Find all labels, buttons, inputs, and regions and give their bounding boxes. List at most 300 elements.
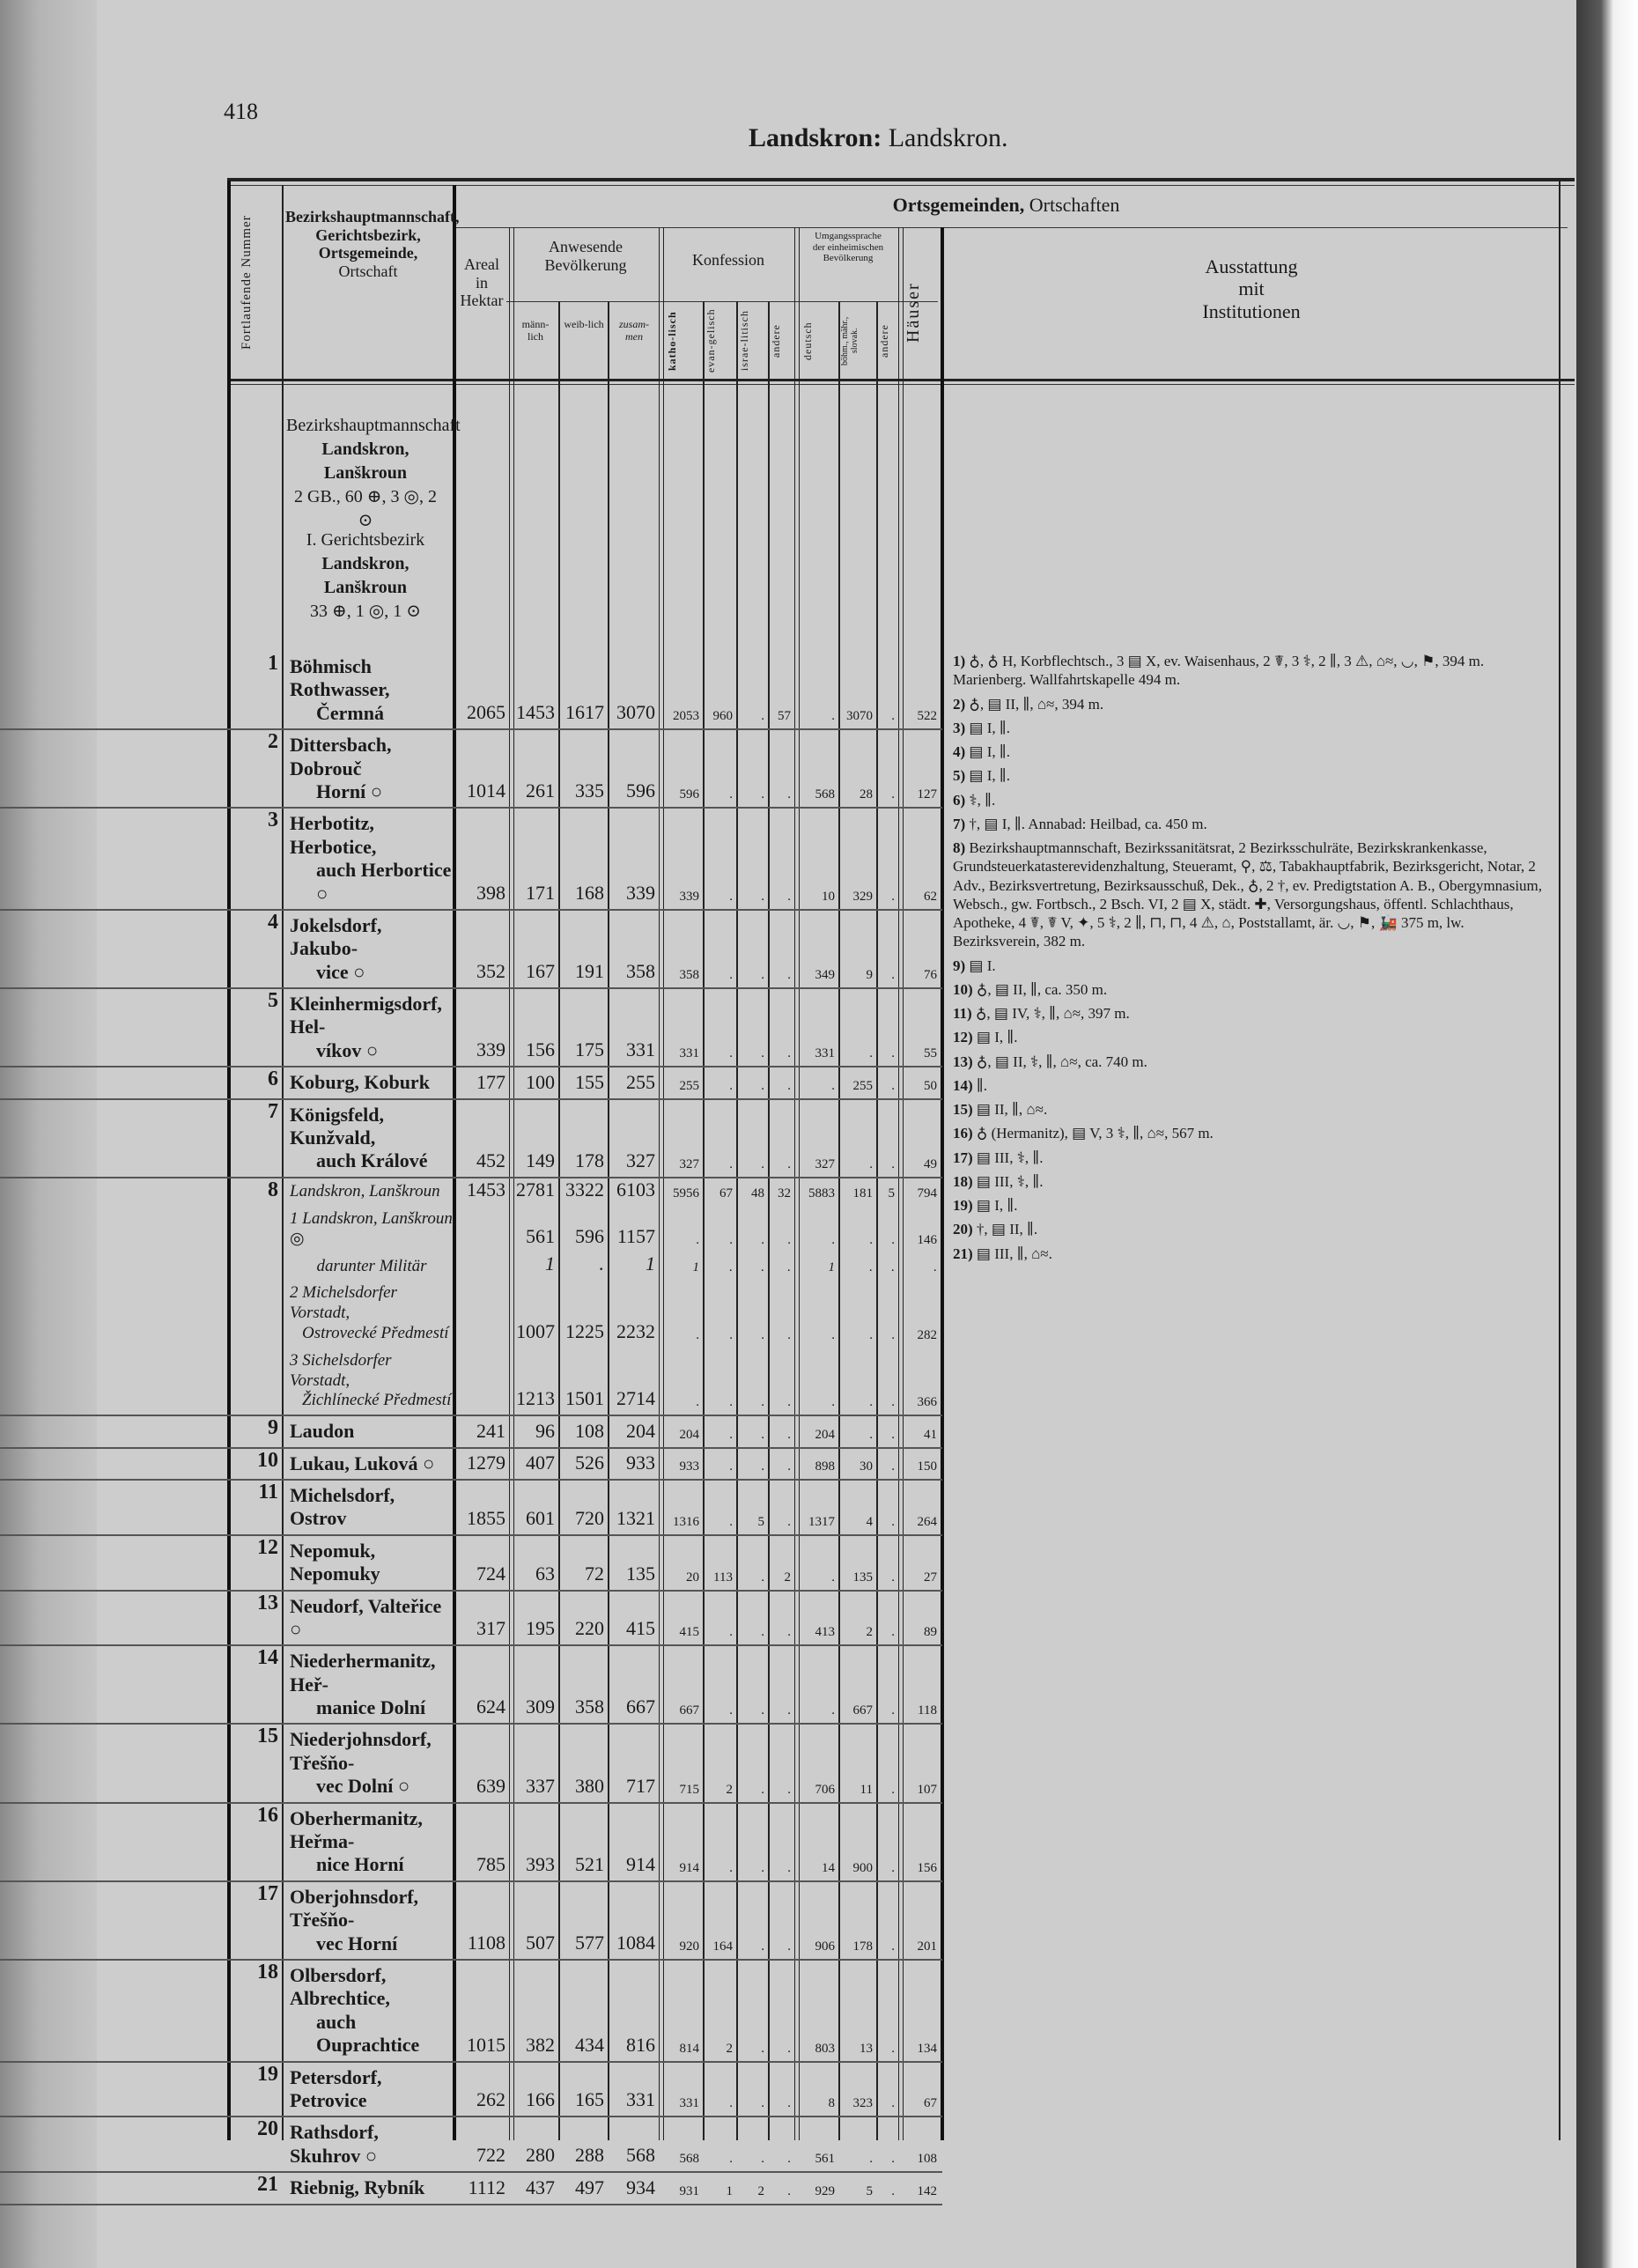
subplace-row [0,1280,942,1347]
cell-lo: . [891,1625,895,1640]
cell-kath: . [696,1327,699,1342]
place-name [286,911,454,987]
header-houses: Häuser [904,282,923,344]
row-number: 18 [257,1961,278,1984]
cell-m: 171 [526,881,555,904]
header-confession: Konfession [692,251,764,269]
cell-and: . [787,1156,791,1171]
cell-w: 434 [575,2033,604,2056]
header-population-l2: Bevölkerung [544,255,627,274]
cell-de: . [831,709,835,724]
name-line2: Žichlínecké Předmestí [302,1391,452,1410]
cell-w: 526 [575,1451,604,1474]
cell-lo: . [891,787,895,802]
cell-m: 280 [526,2144,555,2167]
cell-isr: 2 [757,2183,764,2198]
cell-w: 497 [575,2176,604,2198]
cell-m: 63 [535,1562,555,1585]
cell-and: . [787,1514,791,1529]
name-line1: 2 Michelsdorfer Vorstadt, [290,1283,397,1323]
note-text: ♁, ▤ II, ∥, ca. 350 m. [976,980,1108,998]
cell-evan: . [729,787,733,802]
table-row [0,1592,942,1647]
cell-areal: 639 [476,1774,505,1797]
row-number: 5 [268,989,278,1013]
name-line2: vec Horní [316,1932,398,1954]
row-number: 21 [257,2173,278,2197]
cell-z: 204 [626,1419,655,1442]
note-label: 10) [953,980,973,998]
cell-lo: . [891,1939,895,1954]
cell-h: 55 [924,1046,937,1061]
court-district-line2: Landskron, Lanškroun [321,554,410,597]
cell-m: 167 [526,960,555,983]
cell-w: 521 [575,1852,604,1875]
note-label: 11) [953,1005,972,1022]
group-rule [454,227,1568,228]
cell-z: 914 [626,1852,655,1875]
court-district-heading [286,528,445,624]
place-name [286,730,454,807]
cell-cz: 2 [866,1625,873,1640]
cell-cz: . [869,2152,873,2167]
cell-evan: . [729,1860,733,1875]
header-catholic: katho-lisch [666,311,678,371]
cell-de: . [831,1327,835,1342]
cell-de: 349 [815,968,835,983]
table-row [0,652,942,730]
cell-and: . [787,1233,791,1248]
cell-lo: . [891,709,895,724]
cell-isr: . [761,1427,764,1442]
table-row [0,1068,942,1099]
district-line1: Bezirkshauptmannschaft [286,416,461,435]
cell-kath: 596 [679,787,699,802]
cell-de: . [831,1395,835,1410]
cell-cz: . [869,1260,873,1275]
cell-isr: . [761,1625,764,1640]
cell-h: 89 [924,1625,937,1640]
cell-m: 166 [526,2088,555,2111]
name-line2: manice Dolní [316,1696,426,1719]
note-text: ∥. [976,1076,988,1094]
place-name [286,1725,454,1801]
institution-note [944,1124,1552,1142]
cell-lo: . [891,1233,895,1248]
cell-lo: . [891,2183,895,2198]
table-row [0,1100,942,1178]
cell-lo: . [891,1860,895,1875]
cell-z: 3070 [616,701,655,724]
cell-m: 437 [526,2176,555,2198]
cell-areal [454,1410,508,1415]
note-label: 18) [953,1172,973,1190]
cell-w: 380 [575,1774,604,1797]
cell-cz: 667 [852,1703,873,1718]
institutions-notes [944,652,1552,1268]
table-top-rule [227,178,1575,181]
cell-evan: . [729,1459,733,1474]
row-number: 9 [268,1416,278,1440]
name-line1: Nepomuk, Nepomuky [290,1539,380,1585]
institution-note [944,695,1552,713]
cell-h: 146 [917,1233,937,1248]
place-name [286,2173,454,2203]
cell-cz: . [869,1156,873,1171]
cell-de: 561 [815,2152,835,2167]
cell-de: . [831,1078,835,1093]
court-district-line1: I. Gerichtsbezirk [306,530,425,550]
subplace-name [286,1280,454,1347]
header-number: Fortlaufende Nummer [240,215,254,350]
institution-note [944,957,1552,975]
note-label: 3) [953,719,966,736]
cell-areal: 2065 [467,701,505,724]
row-number: 4 [268,910,278,934]
cell-and: . [787,2183,791,2198]
name-line1: Oberjohnsdorf, Třešňo- [290,1885,419,1932]
cell-de: 568 [815,787,835,802]
cell-and: . [787,968,791,983]
cell-de: 898 [815,1459,835,1474]
row-number: 13 [257,1591,278,1614]
institution-note [944,1172,1552,1191]
header-language-l2: der einheimischen [812,241,884,253]
cell-and: . [787,1459,791,1474]
cell-lo: . [891,1703,895,1718]
cell-de: 906 [815,1939,835,1954]
running-head-regular: Landskron. [888,123,1008,152]
cell-w: 175 [575,1038,604,1061]
name-line2: auch Králové [316,1149,428,1172]
note-label: 13) [953,1053,973,1070]
name-line1: Petersdorf, Petrovice [290,2065,382,2111]
cell-lo: . [891,2152,895,2167]
cell-isr: . [761,1046,764,1061]
institution-note [944,719,1552,737]
cell-kath: 20 [686,1570,699,1585]
cell-isr: 5 [757,1514,764,1529]
note-text: ▤ III, ⚕, ∥. [976,1172,1044,1190]
header-areal [456,255,507,310]
name-line1: Dittersbach, Dobrouč [290,734,392,779]
cell-de: 331 [815,1046,835,1061]
place-name [286,1536,454,1590]
cell-and: . [787,1046,791,1061]
header-population-l1: Anwesende [549,238,623,255]
institution-note [944,1196,1552,1215]
header-areal-l3: Hektar [460,292,504,310]
cell-lo: . [891,968,895,983]
place-name [286,1449,454,1479]
place-name [286,809,454,909]
table-row [0,1882,942,1961]
running-head-bold: Landskron: [749,123,882,152]
header-group-regular: Ortschaften [1029,194,1120,216]
institution-note [944,1220,1552,1238]
cell-z: 2232 [616,1319,655,1342]
table-row [0,2063,942,2118]
cell-and: . [787,1939,791,1954]
institution-note [944,980,1552,999]
cell-cz: 135 [852,1570,873,1585]
cell-kath: 204 [679,1427,699,1442]
table-row [0,2117,942,2173]
place-name [286,1416,454,1446]
cell-kath: . [696,1395,699,1410]
row-number: 7 [268,1099,278,1123]
cell-de: 8 [828,2096,835,2111]
cell-kath: 814 [679,2041,699,2056]
subplace-name [286,1206,454,1253]
cell-evan: . [729,1327,733,1342]
cell-z: 358 [626,960,655,983]
cell-evan: . [729,1078,733,1093]
institution-note [944,766,1552,785]
table-row [0,1725,942,1803]
name-line1: Niederhermanitz, Heř- [290,1650,436,1695]
name-line1: Herbotitz, Herbotice, [290,812,377,858]
cell-z: 331 [626,1038,655,1061]
cell-z: 331 [626,2088,655,2111]
cell-cz: 4 [866,1514,873,1529]
header-language [800,231,896,264]
cell-de: 5883 [808,1186,835,1200]
subplace-row [0,1206,942,1253]
cell-and: . [787,2041,791,2056]
cell-de: 413 [815,1625,835,1640]
cell-and: . [787,1782,791,1797]
cell-cz: . [869,1233,873,1248]
header-israelite: israe-litisch [738,310,750,372]
cell-kath: . [696,1233,699,1248]
cell-areal: 241 [476,1419,505,1442]
name-line1: Böhmisch Rothwasser, [290,655,390,701]
cell-evan: 1 [726,2183,733,2198]
table-row [0,1961,942,2063]
cell-areal: 1015 [467,2033,505,2056]
cell-w: 358 [575,1695,604,1718]
header-male: männ-lich [521,318,550,343]
cell-kath: 933 [679,1459,699,1474]
header-other-language: andere [878,324,890,358]
name-line1: Michelsdorf, Ostrov [290,1483,395,1530]
cell-isr: . [761,1078,764,1093]
institution-note [944,838,1552,951]
cell-cz: 9 [866,968,873,983]
table-row [0,1416,942,1448]
cell-cz: 3070 [846,709,873,724]
name-line1: Landskron, Lanškroun [290,1182,440,1201]
name-line1: 3 Sichelsdorfer Vorstadt, [290,1350,392,1390]
cell-cz: 323 [852,2096,873,2111]
subplace-name [286,1253,454,1281]
header-german: deutsch [801,321,814,360]
cell-m: 261 [526,779,555,802]
scan-right-edge [1576,0,1638,2268]
header-areal-l1: Areal [464,255,499,273]
institution-note [944,1245,1552,1263]
row-number: 20 [257,2117,278,2141]
cell-z: 1321 [616,1506,655,1529]
row-number: 16 [257,1803,278,1827]
note-label: 12) [953,1029,973,1046]
cell-isr: . [761,2041,764,2056]
name-line2: Horní ○ [316,779,383,802]
cell-m: 156 [526,1038,555,1061]
cell-evan: . [729,1427,733,1442]
cell-w: 72 [585,1562,604,1585]
cell-areal: 1014 [467,779,505,802]
cell-w: 1225 [565,1319,604,1342]
cell-isr: . [761,1395,764,1410]
name-line2: Čermná [316,701,384,724]
name-line2: nice Horní [316,1853,404,1876]
cell-z: 667 [626,1695,655,1718]
note-label: 17) [953,1149,973,1166]
cell-h: 264 [917,1514,937,1529]
cell-areal: 262 [476,2088,505,2111]
court-district-line3: 33 ⊕, 1 ◎, 1 ⊙ [310,602,421,621]
cell-isr: . [761,1703,764,1718]
cell-and: . [787,2152,791,2167]
place-name [286,1961,454,2061]
name-line2: vice ○ [316,960,365,983]
cell-w: 1617 [565,701,604,724]
row-number: 17 [257,1881,278,1905]
name-line1: Lukau, Luková ○ [290,1452,435,1474]
cell-cz: . [869,1427,873,1442]
note-label: 7) [953,815,966,832]
cell-and: . [787,889,791,904]
cell-evan: . [729,1046,733,1061]
cell-cz: . [869,1327,873,1342]
name-line2: vec Dolní ○ [316,1775,410,1798]
row-number: 1 [268,652,278,675]
cell-m: 507 [526,1932,555,1954]
header-institutions-l2: mit [1238,277,1265,300]
cell-m: 1007 [516,1319,555,1342]
cell-and: 32 [778,1186,791,1200]
cell-lo: . [891,2096,895,2111]
cell-lo: . [891,1156,895,1171]
cell-isr: . [761,1939,764,1954]
table-top-rule-thin [227,185,1575,186]
place-name [286,1646,454,1723]
cell-evan: . [729,1703,733,1718]
table-row [0,1536,942,1592]
cell-m: 2781 [516,1178,555,1200]
cell-lo: . [891,1046,895,1061]
cell-evan: . [729,1514,733,1529]
cell-areal: 785 [476,1852,505,1875]
cell-z: 255 [626,1070,655,1093]
cell-cz: 13 [860,2041,873,2056]
note-text: ▤ I, ∥. [969,719,1010,736]
cell-evan: 164 [712,1939,733,1954]
note-text: †, ▤ I, ∥. Annabad: Heilbad, ca. 450 m. [969,815,1207,832]
cell-evan: 67 [719,1186,733,1200]
name-line1: Laudon [290,1420,355,1443]
name-line1: Königsfeld, Kunžvald, [290,1103,384,1149]
note-label: 19) [953,1197,973,1214]
cell-h: . [933,1260,937,1275]
cell-lo: . [891,1427,895,1442]
cell-h: 50 [924,1078,937,1093]
table-row [0,1449,942,1481]
name-line1: Neudorf, Valteřice ○ [290,1594,442,1640]
cell-w: 720 [575,1506,604,1529]
institution-note [944,791,1552,809]
cell-w: 335 [575,779,604,802]
header-name [285,208,460,281]
institution-note [944,1100,1552,1119]
table-row [0,809,942,911]
cell-z: 1 [646,1252,655,1275]
cell-m: 195 [526,1617,555,1640]
cell-de: 10 [822,889,835,904]
cell-evan: 2 [726,2041,733,2056]
cell-evan: 960 [712,709,733,724]
note-label: 15) [953,1101,973,1118]
cell-kath: 920 [679,1939,699,1954]
cell-cz: 5 [866,2183,873,2198]
cell-de: 204 [815,1427,835,1442]
table-row [0,911,942,989]
note-label: 1) [953,653,966,669]
cell-areal: 339 [476,1038,505,1061]
cell-z: 816 [626,2033,655,2056]
cell-isr: . [761,1156,764,1171]
cell-h: 76 [924,968,937,983]
cell-kath: 2053 [673,709,699,724]
cell-kath: 5956 [673,1186,699,1200]
frame-right [1559,181,1561,2140]
note-text: ▤ I, ∥. [976,1197,1018,1214]
cell-z: 933 [626,1451,655,1474]
note-label: 6) [953,791,966,809]
place-name [286,2117,454,2171]
cell-m: 393 [526,1852,555,1875]
cell-z: 135 [626,1562,655,1585]
cell-z: 6103 [616,1178,655,1200]
cell-and: . [787,1860,791,1875]
cell-w: 577 [575,1932,604,1954]
cell-cz: 181 [852,1186,873,1200]
cell-de: 1 [828,1260,835,1275]
cell-h: 794 [917,1186,937,1200]
cell-de: 327 [815,1156,835,1171]
row-number: 15 [257,1725,278,1748]
header-name-l2: Gerichtsbezirk, [315,225,421,244]
cell-m: 100 [526,1070,555,1093]
cell-kath: 415 [679,1625,699,1640]
cell-areal: 352 [476,960,505,983]
note-label: 14) [953,1076,973,1094]
note-text: ▤ I, ∥. [976,1029,1018,1046]
header-name-l1: Bezirkshauptmannschaft, [285,208,460,225]
cell-lo: . [891,1570,895,1585]
name-line1: 1 Landskron, Lanškroun ◎ [290,1208,453,1248]
cell-h: 282 [917,1327,937,1342]
page-number: 418 [224,99,258,124]
cell-evan: . [729,1625,733,1640]
table-row [0,1481,942,1536]
cell-m: 96 [535,1419,555,1442]
note-text: ♁, ▤ IV, ⚕, ∥, ⌂≈, 397 m. [975,1005,1130,1022]
note-text: ♁, ▤ II, ∥, ⌂≈, 394 m. [969,695,1104,713]
header-female: weib-lich [564,318,604,330]
